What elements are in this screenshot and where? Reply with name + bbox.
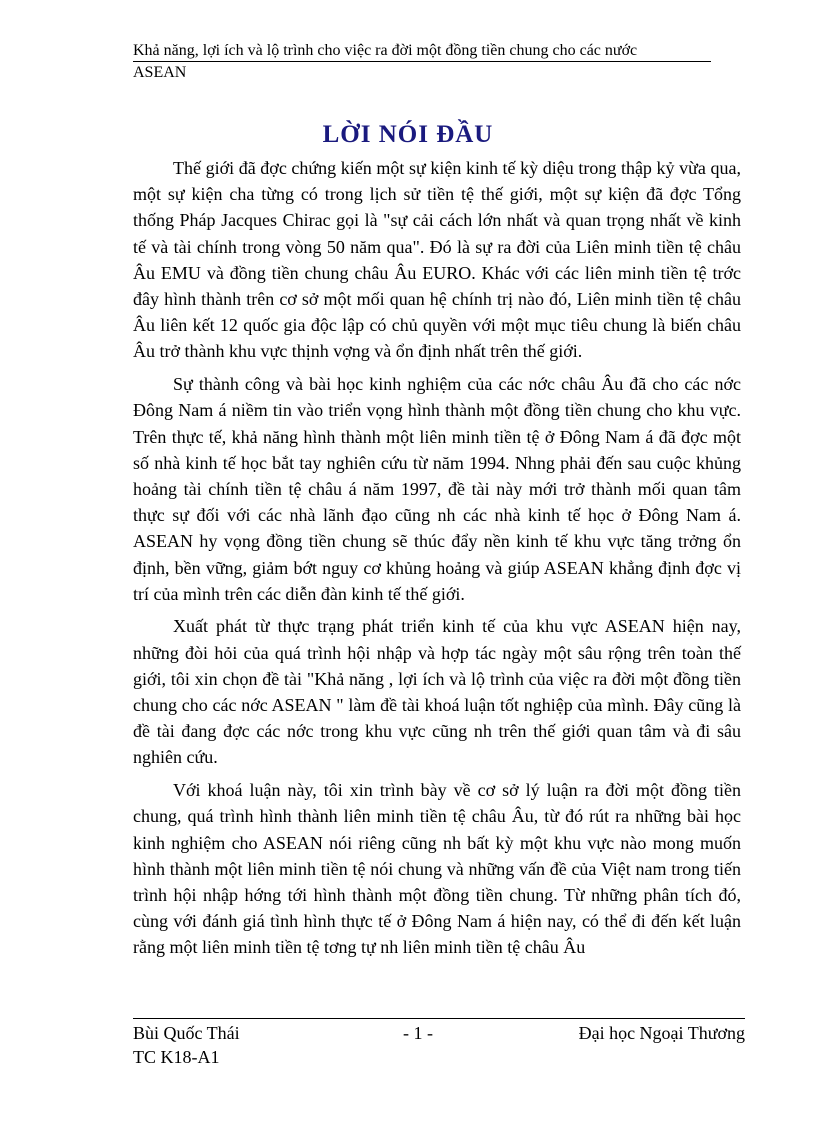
footer-class: TC K18-A1 (133, 1047, 220, 1067)
paragraph: Sự thành công và bài học kinh nghiệm của các nớc châu Âu đã cho các nớc Đông Nam á niềm tin vào triển vọng hình thành một đồng tiền chung cho khu vực. Trên thực tế, khả năng hình thành một liên minh tiền tệ ở Đông Nam á đã đợc một số nhà kinh tế học bắt tay nghiên cứu từ năm 1994. Nhng phải đến sau cuộc khủng hoảng tài chính tiền tệ châu á năm 1997, đề tài này mới trở thành mối quan tâm thực sự đối với các nhà lãnh đạo cũng nh các nhà kinh tế học ở Đông Nam á. ASEAN hy vọng đồng tiền chung sẽ thúc đẩy nền kinh tế khu vực tăng trởng ổn định, bền vững, giảm bớt nguy cơ khủng hoảng và giúp ASEAN khẳng định đợc vị trí của mình trên các diễn đàn kinh tế thế giới. (133, 374, 741, 604)
footer-school: Đại học Ngoại Thương (578, 1023, 745, 1043)
running-header (133, 40, 711, 84)
paragraph: Với khoá luận này, tôi xin trình bày về cơ sở lý luận ra đời một đồng tiền chung, quá trình hình thành liên minh tiền tệ châu Âu, từ đó rút ra những bài học kinh nghiệm cho ASEAN nói riêng cũng nh bất kỳ một khu vực nào mong muốn hình thành một liên minh tiền tệ nói chung và những vấn đề của Việt nam trong tiến trình hội nhập hớng tới hình thành một đồng tiền chung. Từ những phân tích đó, cùng với đánh giá tình hình thực tế ở Đông Nam á hiện nay, có thể đi đến kết luận rằng một liên minh tiền tệ tơng tự nh liên minh tiền tệ châu Âu (133, 780, 741, 958)
header-line-1: Khả năng, lợi ích và lộ trình cho việc ra đời một đồng tiền chung cho các nước (133, 42, 638, 59)
paragraph: Xuất phát từ thực trạng phát triển kinh tế của khu vực ASEAN hiện nay, những đòi hỏi của quá trình hội nhập và hợp tác ngày một sâu rộng trên toàn thế giới, tôi xin chọn đề tài "Khả năng , lợi ích và lộ trình của việc ra đời một đồng tiền chung cho các nớc ASEAN " làm đề tài khoá luận tốt nghiệp của mình. Đây cũng là đề tài đang đợc các nớc trong khu vực cũng nh trên thế giới quan tâm và đi sâu nghiên cứu. (133, 616, 741, 768)
page-title: LỜI NÓI ĐẦU (322, 121, 494, 148)
paragraph: Thế giới đã đợc chứng kiến một sự kiện kinh tế kỳ diệu trong thập kỷ vừa qua, một sự kiện cha từng có trong lịch sử tiền tệ thế giới, một sự kiện đã đợc Tổng thống Pháp Jacques Chirac gọi là "sự cải cách lớn nhất và quan trọng nhất về kinh tế và tài chính trong vòng 50 năm qua". Đó là sự ra đời của Liên minh tiền tệ châu Âu EMU và đồng tiền chung châu Âu EURO. Khác với các liên minh tiền tệ trớc đây hình thành trên cơ sở một mối quan hệ chính trị nào đó, Liên minh tiền tệ châu Âu liên kết 12 quốc gia độc lập có chủ quyền với một mục tiêu chung là biến châu Âu trở thành khu vực thịnh vợng và ổn định nhất trên thế giới. (133, 158, 741, 362)
header-rule (133, 61, 711, 62)
document-body (133, 155, 741, 967)
footer-author: Bùi Quốc Thái (133, 1023, 240, 1043)
footer-page-number: - 1 - (403, 1023, 433, 1043)
header-line-2: ASEAN (133, 64, 187, 81)
footer-rule (133, 1018, 745, 1019)
